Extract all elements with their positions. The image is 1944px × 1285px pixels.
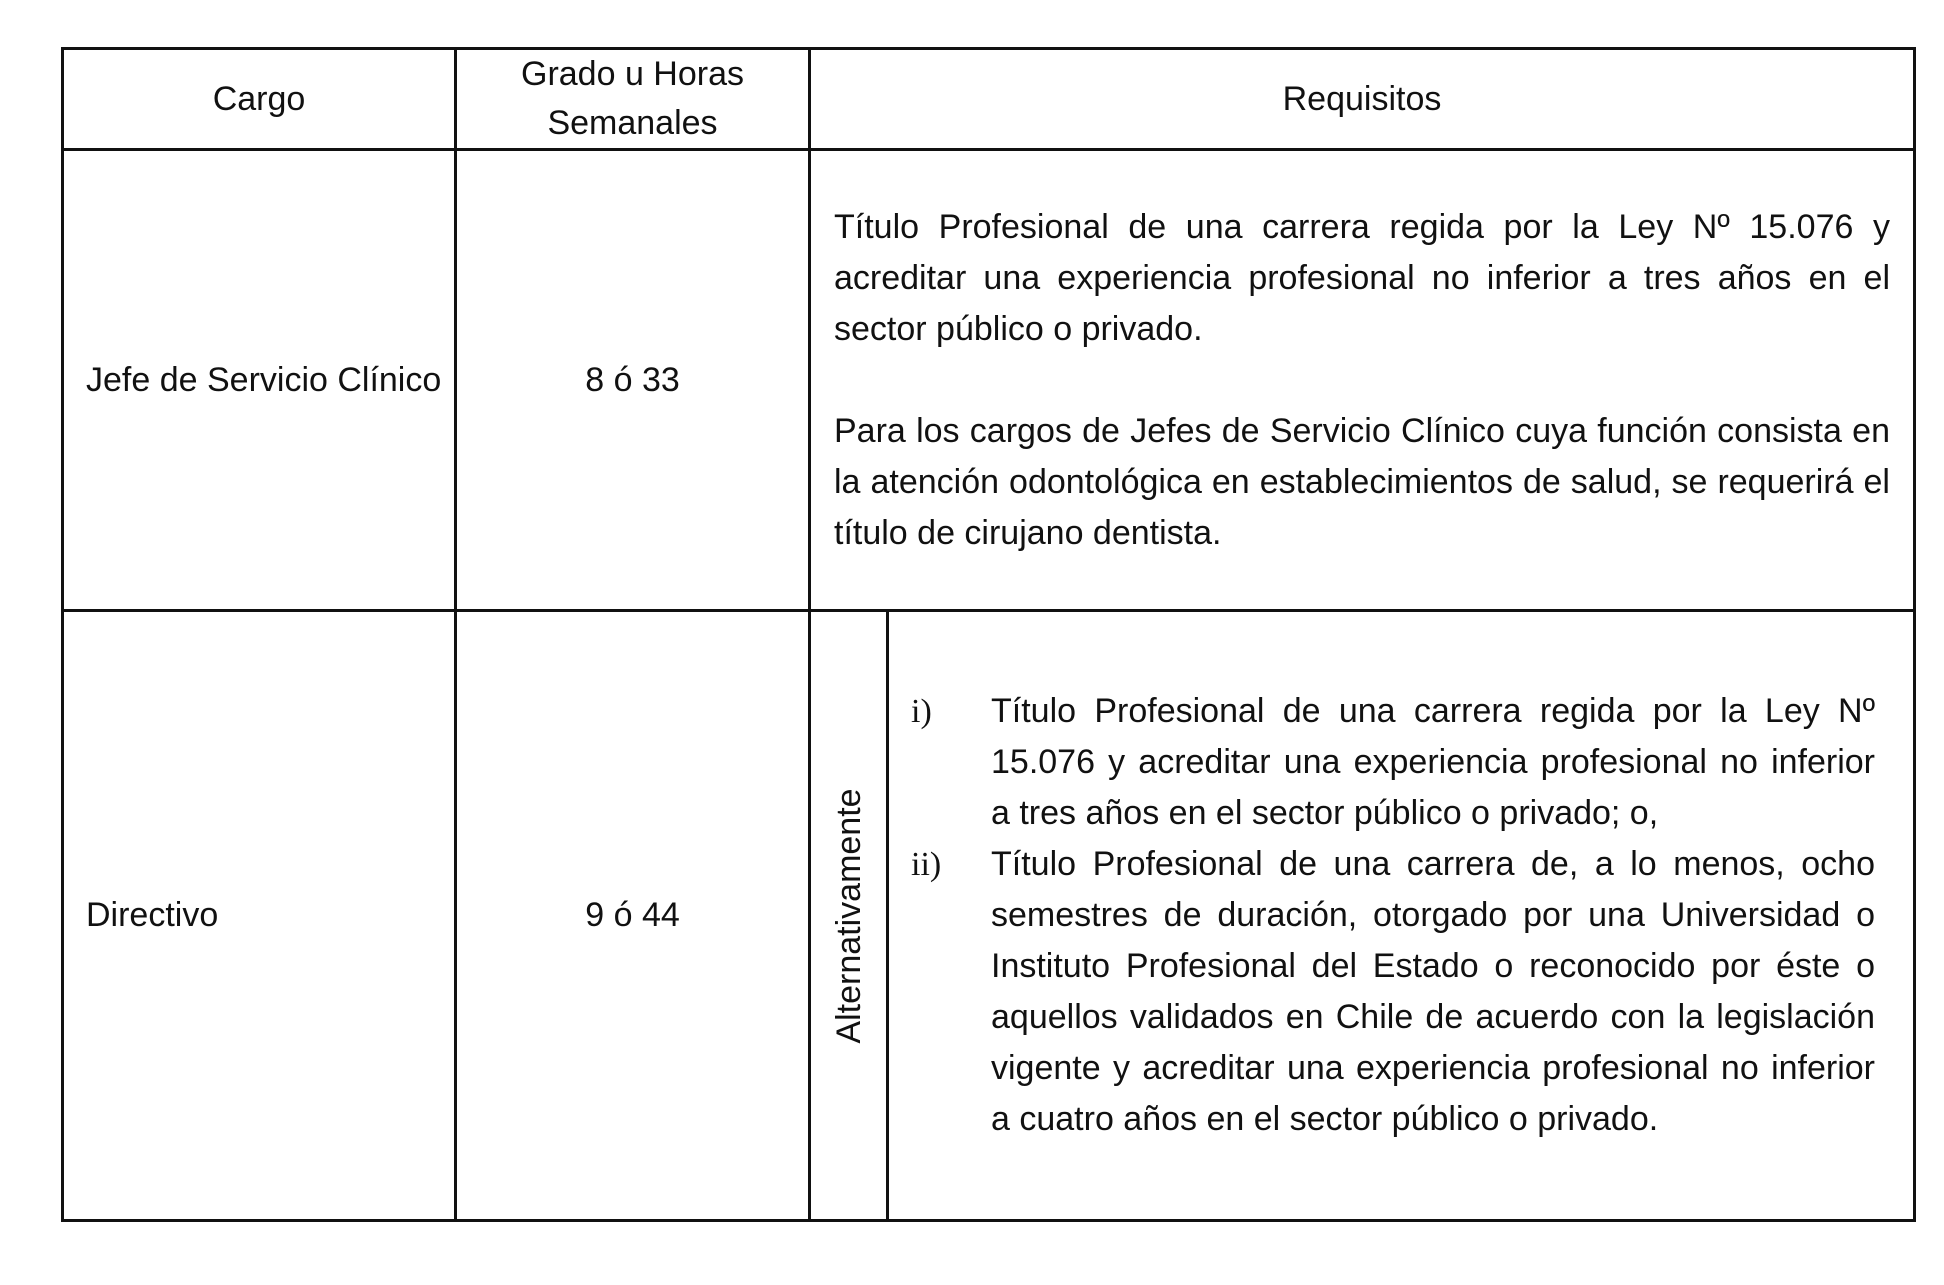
- item-text: Título Profesional de una carrera regida por la Ley Nº 15.076 y acreditar una experiencia profesional no inferior a tres años en el sector público o privado; o,: [991, 692, 1875, 832]
- table-header-row: [63, 49, 1915, 150]
- requisitos-cell: [888, 611, 1915, 1221]
- list-item: [911, 686, 1875, 839]
- alternativamente-cell: [810, 611, 888, 1221]
- grado-cell: 9 ó 44: [456, 611, 810, 1221]
- item-number: ii): [911, 846, 942, 883]
- requirements-table: [61, 47, 1916, 1222]
- header-cargo: Cargo: [63, 49, 456, 150]
- requisito-paragraph: Para los cargos de Jefes de Servicio Clínico cuya función consista en la atención odontológica en establecimientos de salud, se requerirá el título de cirujano dentista.: [834, 411, 1890, 552]
- cargo-cell: Jefe de Servicio Clínico: [63, 150, 456, 611]
- item-number: i): [911, 693, 932, 730]
- requisitos-list: [889, 686, 1913, 1145]
- item-text: Título Profesional de una carrera de, a lo menos, ocho semestres de duración, otorgado por una Universidad o Instituto Profesional del Estado o reconocido por éste o aquellos validados en Chile de acuerdo con la legislación vigente y acreditar una experiencia profesional no inferior a cuatro años en el sector público o privado.: [991, 845, 1875, 1138]
- list-item: [911, 839, 1875, 1145]
- requisitos-text-block: [811, 202, 1913, 559]
- requisitos-cell: [810, 150, 1915, 611]
- header-grado: Grado u Horas Semanales: [456, 49, 810, 150]
- alternativamente-label: Alternativamente: [829, 787, 868, 1044]
- header-requisitos: Requisitos: [810, 49, 1915, 150]
- table-row: [63, 611, 1915, 1221]
- cargo-cell: Directivo: [63, 611, 456, 1221]
- requisito-paragraph: Título Profesional de una carrera regida por la Ley Nº 15.076 y acreditar una experiencia profesional no inferior a tres años en el sector público o privado.: [834, 207, 1890, 348]
- table-row: [63, 150, 1915, 611]
- grado-cell: 8 ó 33: [456, 150, 810, 611]
